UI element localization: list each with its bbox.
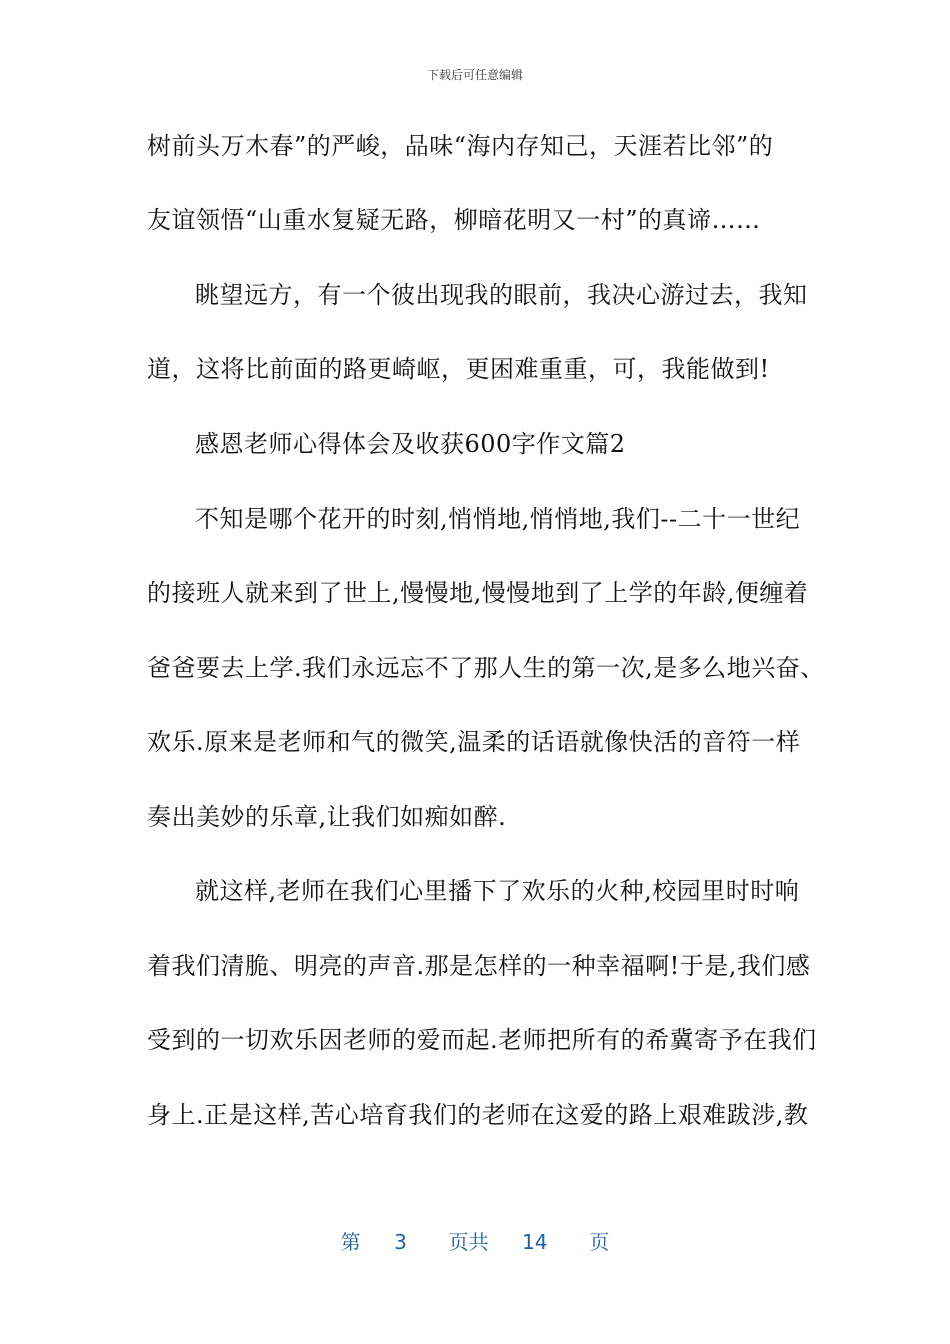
paragraph-line: 道，这将比前面的路更崎岖，更困难重重，可，我能做到!	[147, 355, 770, 383]
footer-total-pages: 14	[522, 1230, 548, 1254]
paragraph-line: 身上.正是这样,苦心培育我们的老师在这爱的路上艰难跋涉,教	[147, 1101, 809, 1129]
paragraph-line: 爸爸要去上学.我们永远忘不了那人生的第一次,是多么地兴奋、	[147, 654, 825, 682]
footer-prefix: 第	[340, 1230, 361, 1254]
footer-middle: 页共	[448, 1230, 489, 1254]
paragraph-line: 欢乐.原来是老师和气的微笑,温柔的话语就像快活的音符一样	[147, 728, 801, 756]
footer-current-page: 3	[394, 1230, 407, 1254]
paragraph-line: 树前头万木春”的严峻，品味“海内存知己，天涯若比邻”的	[147, 132, 774, 160]
page-header: 下载后可任意编辑	[426, 68, 523, 82]
paragraph-line: 受到的一切欢乐因老师的爱而起.老师把所有的希冀寄予在我们	[147, 1026, 817, 1054]
paragraph-line: 眺望远方，有一个彼出现我的眼前，我决心游过去，我知	[195, 281, 808, 309]
footer-suffix: 页	[589, 1230, 610, 1254]
paragraph-line: 不知是哪个花开的时刻,悄悄地,悄悄地,我们--二十一世纪	[195, 505, 801, 533]
paragraph-line: 奏出美妙的乐章,让我们如痴如醉.	[147, 803, 507, 831]
paragraph-line: 友谊领悟“山重水复疑无路，柳暗花明又一村”的真谛……	[147, 206, 761, 234]
paragraph-line: 着我们清脆、明亮的声音.那是怎样的一种幸福啊!于是,我们感	[147, 952, 811, 980]
paragraph-line: 的接班人就来到了世上,慢慢地,慢慢地到了上学的年龄,便缠着	[147, 579, 809, 607]
page-footer	[0, 1226, 950, 1255]
paragraph-line: 就这样,老师在我们心里播下了欢乐的火种,校园里时时响	[195, 877, 800, 905]
section-title: 感恩老师心得体会及收获600字作文篇2	[195, 430, 626, 458]
